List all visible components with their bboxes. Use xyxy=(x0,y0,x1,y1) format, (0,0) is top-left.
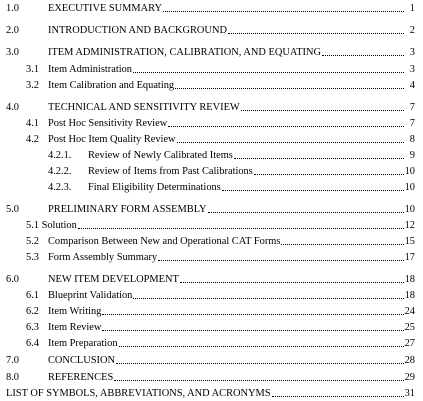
toc-entry-page: 10 xyxy=(404,181,415,193)
toc-entry-page: 7 xyxy=(409,101,415,113)
toc-entry-page: 10 xyxy=(404,203,415,215)
toc-entry-title: Review of Items from Past Calibrations xyxy=(88,165,253,177)
toc-entry[interactable] xyxy=(0,63,423,75)
toc-entry-page: 9 xyxy=(409,149,415,161)
toc-entry[interactable] xyxy=(0,337,423,349)
dot-leader xyxy=(208,212,404,213)
toc-entry-title: Item Administration xyxy=(48,63,132,75)
toc-entry-number: 8.0 xyxy=(6,371,19,383)
toc-entry[interactable] xyxy=(0,251,423,263)
toc-entry-page: 3 xyxy=(409,46,415,58)
toc-entry-title: Item Writing xyxy=(48,305,102,317)
toc-entry-page: 18 xyxy=(404,273,415,285)
dot-leader xyxy=(78,228,404,229)
dot-leader xyxy=(180,282,404,283)
toc-entry-page: 18 xyxy=(404,289,415,301)
toc-entry-page: 17 xyxy=(404,251,415,263)
toc-entry[interactable] xyxy=(0,117,423,129)
toc-entry-title: INTRODUCTION AND BACKGROUND xyxy=(48,24,227,36)
toc-entry-number: 3.2 xyxy=(26,79,39,91)
toc-entry-number: 4.2.3. xyxy=(48,181,72,193)
toc-entry-title: 5.1 Solution xyxy=(26,219,77,231)
dot-leader xyxy=(272,396,404,397)
dot-leader xyxy=(114,380,403,381)
toc-entry[interactable] xyxy=(0,321,423,333)
toc-entry-number: 5.2 xyxy=(26,235,39,247)
toc-entry-number: 6.1 xyxy=(26,289,39,301)
dot-leader xyxy=(116,363,404,364)
toc-entry-title: CONCLUSION xyxy=(48,354,115,366)
toc-entry-title: Comparison Between New and Operational CAT Forms xyxy=(48,235,281,247)
toc-entry-page: 29 xyxy=(404,371,415,383)
toc-entry-page: 1 xyxy=(409,2,415,14)
toc-entry-number: 3.1 xyxy=(26,63,39,75)
toc-entry-page: 2 xyxy=(409,24,415,36)
toc-entry-title: TECHNICAL AND SENSITIVITY REVIEW xyxy=(48,101,240,113)
toc-entry-number: 4.2.2. xyxy=(48,165,72,177)
toc-entry[interactable] xyxy=(0,219,423,231)
toc-entry[interactable] xyxy=(0,149,423,161)
toc-entry-title: PRELIMINARY FORM ASSEMBLY xyxy=(48,203,207,215)
dot-leader xyxy=(163,11,404,12)
toc-entry[interactable] xyxy=(0,101,423,113)
toc-entry-number: 5.0 xyxy=(6,203,19,215)
toc-entry[interactable] xyxy=(0,371,423,383)
dot-leader xyxy=(241,110,404,111)
dot-leader xyxy=(102,330,403,331)
toc-entry-page: 10 xyxy=(404,165,415,177)
toc-entry-number: 4.2.1. xyxy=(48,149,72,161)
toc-entry-title: Post Hoc Item Quality Review xyxy=(48,133,176,145)
toc-entry-number: 4.2 xyxy=(26,133,39,145)
toc-entry-number: 5.3 xyxy=(26,251,39,263)
toc-entry[interactable] xyxy=(0,2,423,14)
toc-entry-title: ITEM ADMINISTRATION, CALIBRATION, AND EQUATING xyxy=(48,46,322,58)
toc-entry-number: 7.0 xyxy=(6,354,19,366)
toc-entry[interactable] xyxy=(0,133,423,145)
toc-entry-title: NEW ITEM DEVELOPMENT xyxy=(48,273,179,285)
dot-leader xyxy=(322,55,404,56)
toc-entry-number: 2.0 xyxy=(6,24,19,36)
dot-leader xyxy=(133,298,403,299)
toc-entry-title: LIST OF SYMBOLS, ABBREVIATIONS, AND ACRONYMS xyxy=(6,387,271,399)
toc-entry[interactable] xyxy=(0,354,423,366)
dot-leader xyxy=(158,260,404,261)
toc-entry[interactable] xyxy=(0,203,423,215)
dot-leader xyxy=(222,190,404,191)
toc-entry[interactable] xyxy=(0,235,423,247)
toc-entry-number: 6.2 xyxy=(26,305,39,317)
toc-entry-number: 4.0 xyxy=(6,101,19,113)
toc-entry-page: 27 xyxy=(404,337,415,349)
toc-entry[interactable] xyxy=(0,24,423,36)
toc-entry-page: 12 xyxy=(404,219,415,231)
dot-leader xyxy=(254,174,404,175)
toc-entry-title: Item Preparation xyxy=(48,337,118,349)
toc-entry-title: REFERENCES xyxy=(48,371,114,383)
toc-entry-title: Blueprint Validation xyxy=(48,289,133,301)
toc-entry-page: 28 xyxy=(404,354,415,366)
dot-leader xyxy=(119,346,404,347)
toc-entry-number: 6.3 xyxy=(26,321,39,333)
toc-entry-title: Item Review xyxy=(48,321,102,333)
toc-entry-title: Item Calibration and Equating xyxy=(48,79,175,91)
toc-entry-page: 24 xyxy=(404,305,415,317)
toc-entry-title: Form Assembly Summary xyxy=(48,251,158,263)
dot-leader xyxy=(168,126,404,127)
toc-entry[interactable] xyxy=(0,387,423,399)
dot-leader xyxy=(175,88,404,89)
toc-entry[interactable] xyxy=(0,79,423,91)
toc-entry-title: Post Hoc Sensitivity Review xyxy=(48,117,168,129)
dot-leader xyxy=(177,142,404,143)
toc-entry[interactable] xyxy=(0,181,423,193)
toc-entry-title: Final Eligibility Determinations xyxy=(88,181,221,193)
toc-entry-number: 6.0 xyxy=(6,273,19,285)
toc-entry-number: 3.0 xyxy=(6,46,19,58)
dot-leader xyxy=(234,158,404,159)
toc-entry[interactable] xyxy=(0,273,423,285)
toc-entry-number: 6.4 xyxy=(26,337,39,349)
toc-entry[interactable] xyxy=(0,165,423,177)
toc-entry-number: 1.0 xyxy=(6,2,19,14)
toc-entry[interactable] xyxy=(0,305,423,317)
toc-entry-number: 4.1 xyxy=(26,117,39,129)
toc-entry-page: 4 xyxy=(409,79,415,91)
toc-entry[interactable] xyxy=(0,46,423,58)
toc-entry-title: EXECUTIVE SUMMARY xyxy=(48,2,163,14)
toc-entry-title: Review of Newly Calibrated Items xyxy=(88,149,233,161)
toc-entry-page: 8 xyxy=(409,133,415,145)
toc-entry[interactable] xyxy=(0,289,423,301)
toc-entry-page: 7 xyxy=(409,117,415,129)
toc-entry-page: 3 xyxy=(409,63,415,75)
toc-entry-page: 15 xyxy=(404,235,415,247)
dot-leader xyxy=(228,33,404,34)
toc-entry-page: 25 xyxy=(404,321,415,333)
toc-entry-page: 31 xyxy=(404,387,415,399)
dot-leader xyxy=(133,72,404,73)
dot-leader xyxy=(102,314,403,315)
dot-leader xyxy=(281,244,403,245)
